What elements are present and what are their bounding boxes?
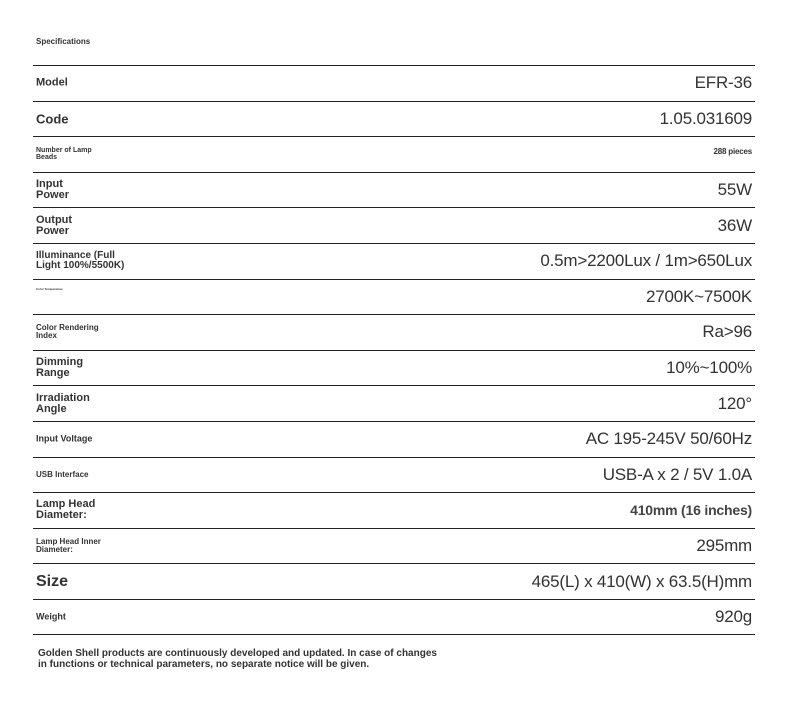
spec-value: 55W xyxy=(717,180,752,200)
page-title: Specifications xyxy=(36,37,91,46)
spec-label: Lamp Head Inner Diameter: xyxy=(36,537,101,555)
spec-row-irradiation-angle xyxy=(33,385,755,421)
spec-value: EFR-36 xyxy=(694,73,752,93)
spec-row-output-power xyxy=(33,207,755,243)
spec-row-dimming-range xyxy=(33,350,755,386)
spec-value: 36W xyxy=(717,215,752,235)
spec-label: USB Interface xyxy=(36,469,89,479)
spec-value: 10%~100% xyxy=(666,358,752,378)
spec-value: 1.05.031609 xyxy=(659,108,752,128)
spec-value: 920g xyxy=(714,606,752,626)
spec-label: Dimming Range xyxy=(36,356,84,380)
spec-row-input-voltage xyxy=(33,421,755,457)
spec-row-lamp-head-diameter xyxy=(33,492,755,528)
spec-value: 288 pieces xyxy=(713,147,752,157)
spec-label: Number of Lamp Beads xyxy=(36,147,92,162)
spec-row-size xyxy=(33,563,755,599)
spec-label: Illuminance (Full Light 100%/5500K) xyxy=(36,250,125,272)
spec-row-lamp-beads xyxy=(33,136,755,172)
spec-label: Input Power xyxy=(36,178,70,202)
spec-label: Weight xyxy=(36,611,66,622)
spec-value: 2700K~7500K xyxy=(645,286,752,306)
spec-label: Model xyxy=(36,76,68,89)
spec-value: 465(L) x 410(W) x 63.5(H)mm xyxy=(531,571,752,591)
spec-row-weight xyxy=(33,599,755,635)
spec-table xyxy=(33,65,755,635)
spec-value: USB-A x 2 / 5V 1.0A xyxy=(602,464,752,484)
disclaimer-note: Golden Shell products are continuously developed and updated. In case of changes in functions or technical parameters, no separate notice will be given. xyxy=(38,648,437,670)
spec-value: AC 195-245V 50/60Hz xyxy=(585,429,752,449)
spec-label: Input Voltage xyxy=(36,433,93,444)
spec-label: Output Power xyxy=(36,213,73,237)
spec-row-illuminance xyxy=(33,243,755,279)
spec-row-usb-interface xyxy=(33,457,755,493)
spec-label: Size xyxy=(36,572,69,590)
spec-value: Ra>96 xyxy=(702,322,752,342)
spec-row-model xyxy=(33,65,755,101)
spec-value: 295mm xyxy=(696,536,752,556)
spec-label: Lamp Head Diameter: xyxy=(36,498,96,522)
spec-row-color-temperature xyxy=(33,279,755,315)
spec-label: Irradiation Angle xyxy=(36,391,90,415)
spec-value: 0.5m>2200Lux / 1m>650Lux xyxy=(540,251,752,271)
spec-label: Code xyxy=(36,111,69,127)
spec-label: Color Rendering Index xyxy=(36,323,99,341)
spec-row-lamp-head-inner-diameter xyxy=(33,528,755,564)
spec-row-input-power xyxy=(33,172,755,208)
spec-row-code xyxy=(33,101,755,137)
spec-row-color-rendering xyxy=(33,314,755,350)
spec-label: Color Temperature xyxy=(36,286,63,291)
spec-value: 120° xyxy=(717,393,752,413)
spec-value: 410mm (16 inches) xyxy=(630,502,752,519)
